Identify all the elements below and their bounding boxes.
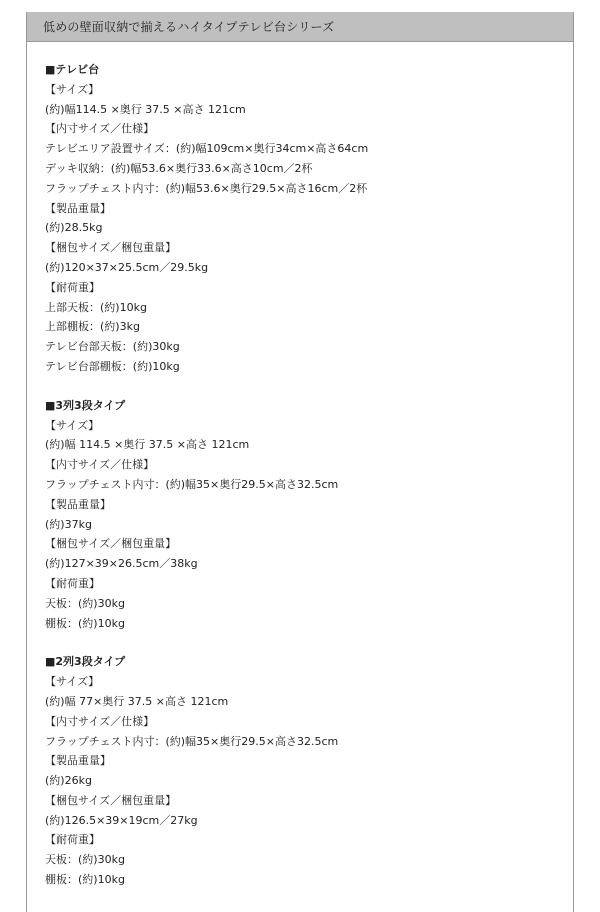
spec-panel bbox=[26, 12, 574, 912]
spec-line: (約)28.5kg bbox=[45, 221, 103, 235]
spec-line: フラップチェスト内寸：(約)幅35×奥行29.5×高さ32.5cm bbox=[45, 477, 339, 491]
spec-line: 【内寸サイズ／仕様】 bbox=[45, 122, 155, 136]
spec-line: テレビエリア設置サイズ：(約)幅109cm×奥行34cm×高さ64cm bbox=[45, 142, 369, 156]
section-2x3-type bbox=[45, 652, 573, 890]
spec-line: 【耐荷重】 bbox=[45, 280, 100, 294]
spec-line: 【製品重量】 bbox=[45, 497, 111, 511]
spec-line: (約)幅 77×奥行 37.5 ×高さ 121cm bbox=[45, 694, 229, 708]
spec-line: 上部天板：(約)10kg bbox=[45, 300, 147, 314]
spec-line: フラップチェスト内寸：(約)幅53.6×奥行29.5×高さ16cm／2杯 bbox=[45, 181, 368, 195]
spec-line: 【サイズ】 bbox=[45, 82, 100, 96]
spec-line: (約)37kg bbox=[45, 517, 92, 531]
spec-line: (約)幅 114.5 ×奥行 37.5 ×高さ 121cm bbox=[45, 438, 250, 452]
spec-line: 天板：(約)30kg bbox=[45, 853, 125, 867]
spec-line: デッキ収納：(約)幅53.6×奥行33.6×高さ10cm／2杯 bbox=[45, 161, 313, 175]
section-3x3-type bbox=[45, 396, 573, 634]
spec-line: (約)幅114.5 ×奥行 37.5 ×高さ 121cm bbox=[45, 102, 246, 116]
spec-line: 【内寸サイズ／仕様】 bbox=[45, 714, 155, 728]
spec-line: テレビ台部天板：(約)30kg bbox=[45, 340, 180, 354]
spec-line: 【耐荷重】 bbox=[45, 833, 100, 847]
section-title: ■2列3段タイプ bbox=[45, 655, 126, 669]
section-tv-stand bbox=[45, 60, 573, 377]
spec-line: (約)120×37×25.5cm／29.5kg bbox=[45, 260, 209, 274]
page-title: 低めの壁面収納で揃えるハイタイプテレビ台シリーズ bbox=[43, 20, 335, 34]
spec-line: (約)26kg bbox=[45, 774, 92, 788]
section-title: ■テレビ台 bbox=[45, 63, 100, 76]
spec-line: 棚板：(約)10kg bbox=[45, 616, 125, 630]
spec-line: 天板：(約)30kg bbox=[45, 596, 125, 610]
spec-line: 【耐荷重】 bbox=[45, 576, 100, 590]
spec-content bbox=[27, 42, 573, 890]
spec-line: 【サイズ】 bbox=[45, 418, 100, 432]
spec-line: 上部棚板：(約)3kg bbox=[45, 320, 140, 334]
spec-line: 【製品重量】 bbox=[45, 754, 111, 768]
spec-line: 棚板：(約)10kg bbox=[45, 873, 125, 887]
spec-line: テレビ台部棚板：(約)10kg bbox=[45, 359, 180, 373]
spec-line: 【製品重量】 bbox=[45, 201, 111, 215]
section-title: ■3列3段タイプ bbox=[45, 398, 126, 412]
spec-line: 【梱包サイズ／梱包重量】 bbox=[45, 241, 177, 255]
spec-line: 【梱包サイズ／梱包重量】 bbox=[45, 793, 177, 807]
spec-line: 【内寸サイズ／仕様】 bbox=[45, 458, 155, 472]
spec-line: 【サイズ】 bbox=[45, 675, 100, 689]
spec-line: 【梱包サイズ／梱包重量】 bbox=[45, 537, 177, 551]
spec-line: フラップチェスト内寸：(約)幅35×奥行29.5×高さ32.5cm bbox=[45, 734, 339, 748]
header-bar bbox=[27, 12, 573, 42]
spec-line: (約)127×39×26.5cm／38kg bbox=[45, 557, 198, 571]
spec-line: (約)126.5×39×19cm／27kg bbox=[45, 813, 198, 827]
